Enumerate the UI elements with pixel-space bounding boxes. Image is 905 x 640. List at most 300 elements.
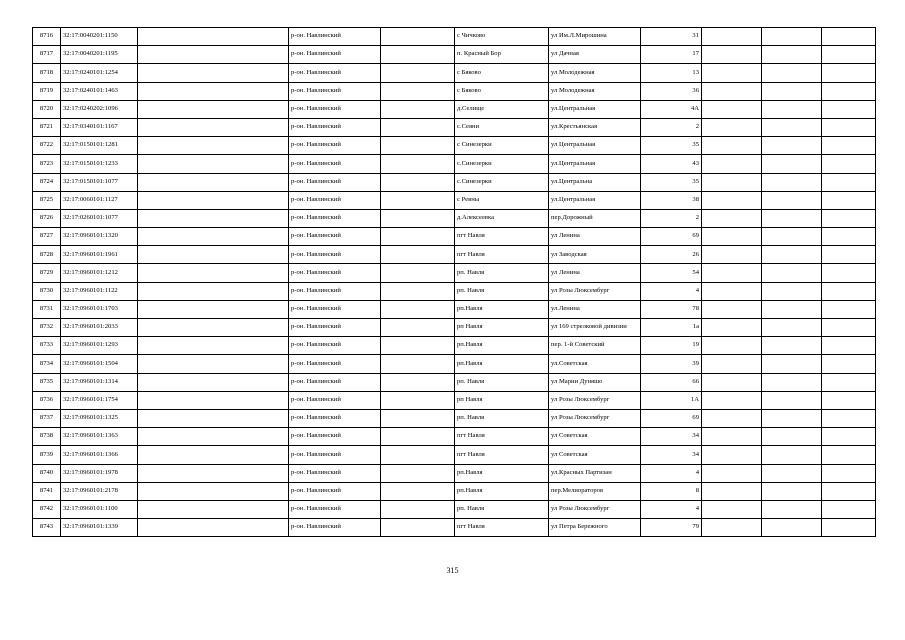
empty-cell-cell [138, 409, 289, 427]
house-number-cell: 36 [641, 82, 702, 100]
row-number-cell: 8721 [33, 118, 61, 136]
house-number-cell: 1А [641, 391, 702, 409]
row-number-cell: 8742 [33, 500, 61, 518]
row-number-cell: 8727 [33, 228, 61, 246]
empty-cell-cell [702, 28, 762, 46]
row-number-cell: 8743 [33, 519, 61, 537]
empty-cell-cell [138, 519, 289, 537]
settlement-cell: с Бяково [455, 82, 549, 100]
district-cell: р-он. Навлинский [289, 246, 381, 264]
table-row [33, 191, 876, 209]
cadastral-number-cell: 32:17:0240202:1096 [61, 100, 138, 118]
empty-cell-cell [762, 155, 822, 173]
settlement-cell: с.Синезерки [455, 155, 549, 173]
empty-cell-cell [381, 282, 455, 300]
street-cell: ул Молодежная [549, 82, 641, 100]
house-number-cell: 4А [641, 100, 702, 118]
cadastral-number-cell: 32:17:0960101:1703 [61, 300, 138, 318]
empty-cell-cell [138, 82, 289, 100]
settlement-cell: рп.Навля [455, 337, 549, 355]
empty-cell-cell [822, 264, 876, 282]
empty-cell-cell [138, 319, 289, 337]
empty-cell-cell [822, 519, 876, 537]
cadastral-number-cell: 32:17:0150101:1077 [61, 173, 138, 191]
row-number-cell: 8741 [33, 482, 61, 500]
empty-cell-cell [822, 464, 876, 482]
district-cell: р-он. Навлинский [289, 300, 381, 318]
row-number-cell: 8734 [33, 355, 61, 373]
house-number-cell: 43 [641, 155, 702, 173]
street-cell: ул Ленина [549, 264, 641, 282]
row-number-cell: 8729 [33, 264, 61, 282]
empty-cell-cell [138, 191, 289, 209]
empty-cell-cell [702, 209, 762, 227]
table-row [33, 28, 876, 46]
empty-cell-cell [381, 82, 455, 100]
house-number-cell: 78 [641, 300, 702, 318]
empty-cell-cell [702, 519, 762, 537]
district-cell: р-он. Навлинский [289, 82, 381, 100]
empty-cell-cell [138, 264, 289, 282]
empty-cell-cell [138, 373, 289, 391]
settlement-cell: рп Навля [455, 391, 549, 409]
house-number-cell: 2 [641, 118, 702, 136]
street-cell: ул Советская [549, 428, 641, 446]
district-cell: р-он. Навлинский [289, 355, 381, 373]
empty-cell-cell [762, 228, 822, 246]
street-cell: пер. 1-й Советский [549, 337, 641, 355]
empty-cell-cell [381, 373, 455, 391]
empty-cell-cell [138, 118, 289, 136]
row-number-cell: 8724 [33, 173, 61, 191]
empty-cell-cell [762, 482, 822, 500]
empty-cell-cell [381, 428, 455, 446]
empty-cell-cell [138, 464, 289, 482]
empty-cell-cell [138, 155, 289, 173]
street-cell: ул Розы Люксембург [549, 500, 641, 518]
street-cell: ул.Центральная [549, 191, 641, 209]
empty-cell-cell [702, 319, 762, 337]
settlement-cell: д.Алексеевка [455, 209, 549, 227]
table-row [33, 519, 876, 537]
empty-cell-cell [381, 155, 455, 173]
empty-cell-cell [381, 391, 455, 409]
empty-cell-cell [702, 282, 762, 300]
house-number-cell: 34 [641, 446, 702, 464]
empty-cell-cell [762, 500, 822, 518]
table-row [33, 446, 876, 464]
cadastral-number-cell: 32:17:0040201:1150 [61, 28, 138, 46]
street-cell: ул Петра Бережного [549, 519, 641, 537]
cadastral-number-cell: 32:17:0960101:1339 [61, 519, 138, 537]
settlement-cell: пгт Навля [455, 228, 549, 246]
cadastral-number-cell: 32:17:0960101:1293 [61, 337, 138, 355]
cadastral-number-cell: 32:17:0960101:1122 [61, 282, 138, 300]
table-row [33, 282, 876, 300]
table-row [33, 209, 876, 227]
table-row [33, 173, 876, 191]
empty-cell-cell [702, 191, 762, 209]
empty-cell-cell [702, 264, 762, 282]
empty-cell-cell [822, 46, 876, 64]
settlement-cell: п. Красный Бор [455, 46, 549, 64]
district-cell: р-он. Навлинский [289, 446, 381, 464]
row-number-cell: 8728 [33, 246, 61, 264]
district-cell: р-он. Навлинский [289, 373, 381, 391]
settlement-cell: пгт Навля [455, 246, 549, 264]
empty-cell-cell [381, 191, 455, 209]
street-cell: ул.Советская [549, 355, 641, 373]
row-number-cell: 8739 [33, 446, 61, 464]
cadastral-number-cell: 32:17:0960101:1325 [61, 409, 138, 427]
empty-cell-cell [822, 428, 876, 446]
empty-cell-cell [762, 391, 822, 409]
cadastral-number-cell: 32:17:0240101:1254 [61, 64, 138, 82]
empty-cell-cell [822, 28, 876, 46]
settlement-cell: рп Навля [455, 319, 549, 337]
empty-cell-cell [381, 464, 455, 482]
registry-table-body [33, 28, 876, 537]
cadastral-number-cell: 32:17:0960101:1366 [61, 446, 138, 464]
table-row [33, 300, 876, 318]
empty-cell-cell [702, 355, 762, 373]
empty-cell-cell [138, 28, 289, 46]
empty-cell-cell [702, 228, 762, 246]
empty-cell-cell [822, 246, 876, 264]
empty-cell-cell [822, 82, 876, 100]
empty-cell-cell [762, 337, 822, 355]
empty-cell-cell [702, 500, 762, 518]
house-number-cell: 17 [641, 46, 702, 64]
house-number-cell: 69 [641, 409, 702, 427]
street-cell: ул.Крестьянская [549, 118, 641, 136]
empty-cell-cell [702, 173, 762, 191]
street-cell: ул Марии Дуняшо [549, 373, 641, 391]
empty-cell-cell [381, 482, 455, 500]
empty-cell-cell [822, 391, 876, 409]
empty-cell-cell [138, 337, 289, 355]
cadastral-number-cell: 32:17:0150101:1281 [61, 137, 138, 155]
empty-cell-cell [762, 319, 822, 337]
cadastral-number-cell: 32:17:0340101:1167 [61, 118, 138, 136]
row-number-cell: 8723 [33, 155, 61, 173]
empty-cell-cell [822, 355, 876, 373]
empty-cell-cell [822, 173, 876, 191]
empty-cell-cell [702, 155, 762, 173]
settlement-cell: рп.Навля [455, 300, 549, 318]
street-cell: ул Им.Л.Мирошина [549, 28, 641, 46]
house-number-cell: 39 [641, 355, 702, 373]
house-number-cell: 38 [641, 191, 702, 209]
empty-cell-cell [822, 191, 876, 209]
settlement-cell: рп.Навля [455, 482, 549, 500]
district-cell: р-он. Навлинский [289, 100, 381, 118]
cadastral-number-cell: 32:17:0960101:1314 [61, 373, 138, 391]
house-number-cell: 19 [641, 337, 702, 355]
cadastral-number-cell: 32:17:0960101:1504 [61, 355, 138, 373]
row-number-cell: 8737 [33, 409, 61, 427]
district-cell: р-он. Навлинский [289, 519, 381, 537]
cadastral-number-cell: 32:17:0960101:1212 [61, 264, 138, 282]
row-number-cell: 8717 [33, 46, 61, 64]
district-cell: р-он. Навлинский [289, 228, 381, 246]
cadastral-number-cell: 32:17:0960101:1754 [61, 391, 138, 409]
empty-cell-cell [762, 82, 822, 100]
empty-cell-cell [138, 46, 289, 64]
table-row [33, 482, 876, 500]
empty-cell-cell [138, 300, 289, 318]
empty-cell-cell [822, 500, 876, 518]
empty-cell-cell [762, 264, 822, 282]
empty-cell-cell [762, 191, 822, 209]
cadastral-number-cell: 32:17:0060101:1127 [61, 191, 138, 209]
empty-cell-cell [702, 246, 762, 264]
settlement-cell: рп. Навля [455, 373, 549, 391]
house-number-cell: 69 [641, 228, 702, 246]
house-number-cell: 4 [641, 282, 702, 300]
cadastral-number-cell: 32:17:0960101:2178 [61, 482, 138, 500]
cadastral-number-cell: 32:17:0960101:1100 [61, 500, 138, 518]
table-row [33, 264, 876, 282]
empty-cell-cell [822, 209, 876, 227]
empty-cell-cell [138, 137, 289, 155]
row-number-cell: 8733 [33, 337, 61, 355]
empty-cell-cell [138, 228, 289, 246]
row-number-cell: 8726 [33, 209, 61, 227]
house-number-cell: 13 [641, 64, 702, 82]
district-cell: р-он. Навлинский [289, 28, 381, 46]
settlement-cell: рп. Навля [455, 264, 549, 282]
empty-cell-cell [702, 118, 762, 136]
empty-cell-cell [138, 482, 289, 500]
row-number-cell: 8738 [33, 428, 61, 446]
empty-cell-cell [762, 28, 822, 46]
empty-cell-cell [822, 282, 876, 300]
district-cell: р-он. Навлинский [289, 137, 381, 155]
cadastral-number-cell: 32:17:0960101:1961 [61, 246, 138, 264]
table-row [33, 391, 876, 409]
table-row [33, 100, 876, 118]
empty-cell-cell [381, 173, 455, 191]
empty-cell-cell [822, 319, 876, 337]
empty-cell-cell [381, 228, 455, 246]
row-number-cell: 8719 [33, 82, 61, 100]
settlement-cell: пгт Навля [455, 519, 549, 537]
district-cell: р-он. Навлинский [289, 155, 381, 173]
empty-cell-cell [762, 137, 822, 155]
empty-cell-cell [822, 482, 876, 500]
table-row [33, 137, 876, 155]
empty-cell-cell [762, 300, 822, 318]
settlement-cell: с.Сеяни [455, 118, 549, 136]
settlement-cell: рп.Навля [455, 464, 549, 482]
empty-cell-cell [381, 409, 455, 427]
street-cell: ул Центральная [549, 137, 641, 155]
table-row [33, 246, 876, 264]
street-cell: ул.Центральна [549, 173, 641, 191]
house-number-cell: 54 [641, 264, 702, 282]
district-cell: р-он. Навлинский [289, 118, 381, 136]
row-number-cell: 8735 [33, 373, 61, 391]
street-cell: ул Ленина [549, 228, 641, 246]
empty-cell-cell [822, 118, 876, 136]
row-number-cell: 8716 [33, 28, 61, 46]
empty-cell-cell [381, 500, 455, 518]
row-number-cell: 8722 [33, 137, 61, 155]
district-cell: р-он. Навлинский [289, 191, 381, 209]
empty-cell-cell [138, 391, 289, 409]
table-row [33, 46, 876, 64]
house-number-cell: 31 [641, 28, 702, 46]
empty-cell-cell [381, 137, 455, 155]
empty-cell-cell [762, 246, 822, 264]
empty-cell-cell [762, 464, 822, 482]
settlement-cell: рп. Навля [455, 282, 549, 300]
district-cell: р-он. Навлинский [289, 264, 381, 282]
empty-cell-cell [381, 46, 455, 64]
settlement-cell: пгт Навля [455, 446, 549, 464]
table-row [33, 155, 876, 173]
settlement-cell: рп.Навля [455, 355, 549, 373]
street-cell: пер.Дорожный [549, 209, 641, 227]
cadastral-number-cell: 32:17:0150101:1233 [61, 155, 138, 173]
settlement-cell: с Бяково [455, 64, 549, 82]
empty-cell-cell [822, 155, 876, 173]
table-row [33, 428, 876, 446]
empty-cell-cell [702, 373, 762, 391]
house-number-cell: 2 [641, 209, 702, 227]
house-number-cell: 8 [641, 482, 702, 500]
empty-cell-cell [702, 337, 762, 355]
cadastral-number-cell: 32:17:0960101:1363 [61, 428, 138, 446]
empty-cell-cell [762, 355, 822, 373]
house-number-cell: 35 [641, 173, 702, 191]
table-row [33, 409, 876, 427]
empty-cell-cell [138, 64, 289, 82]
empty-cell-cell [822, 337, 876, 355]
empty-cell-cell [138, 246, 289, 264]
empty-cell-cell [762, 100, 822, 118]
empty-cell-cell [381, 337, 455, 355]
street-cell: ул.Ленина [549, 300, 641, 318]
empty-cell-cell [762, 282, 822, 300]
empty-cell-cell [702, 46, 762, 64]
cadastral-number-cell: 32:17:0960101:1320 [61, 228, 138, 246]
empty-cell-cell [381, 319, 455, 337]
settlement-cell: рп. Навля [455, 500, 549, 518]
row-number-cell: 8718 [33, 64, 61, 82]
empty-cell-cell [822, 100, 876, 118]
table-row [33, 355, 876, 373]
street-cell: ул Розы Люксембург [549, 391, 641, 409]
empty-cell-cell [381, 355, 455, 373]
district-cell: р-он. Навлинский [289, 209, 381, 227]
empty-cell-cell [762, 409, 822, 427]
house-number-cell: 35 [641, 137, 702, 155]
cadastral-number-cell: 32:17:0960101:1978 [61, 464, 138, 482]
row-number-cell: 8725 [33, 191, 61, 209]
empty-cell-cell [381, 246, 455, 264]
empty-cell-cell [702, 82, 762, 100]
cadastral-number-cell: 32:17:0960101:2033 [61, 319, 138, 337]
house-number-cell: 79 [641, 519, 702, 537]
empty-cell-cell [822, 137, 876, 155]
empty-cell-cell [762, 46, 822, 64]
empty-cell-cell [702, 428, 762, 446]
empty-cell-cell [762, 446, 822, 464]
empty-cell-cell [702, 464, 762, 482]
district-cell: р-он. Навлинский [289, 337, 381, 355]
street-cell: ул 169 стрелковой дивизии [549, 319, 641, 337]
street-cell: ул Розы Люксембург [549, 409, 641, 427]
street-cell: ул Молодежная [549, 64, 641, 82]
district-cell: р-он. Навлинский [289, 428, 381, 446]
row-number-cell: 8730 [33, 282, 61, 300]
street-cell: ул Розы Люксембург [549, 282, 641, 300]
house-number-cell: 1а [641, 319, 702, 337]
empty-cell-cell [702, 300, 762, 318]
house-number-cell: 4 [641, 464, 702, 482]
empty-cell-cell [762, 118, 822, 136]
empty-cell-cell [702, 137, 762, 155]
district-cell: р-он. Навлинский [289, 464, 381, 482]
empty-cell-cell [138, 282, 289, 300]
row-number-cell: 8736 [33, 391, 61, 409]
empty-cell-cell [702, 409, 762, 427]
row-number-cell: 8732 [33, 319, 61, 337]
empty-cell-cell [702, 446, 762, 464]
district-cell: р-он. Навлинский [289, 391, 381, 409]
empty-cell-cell [762, 428, 822, 446]
table-row [33, 64, 876, 82]
row-number-cell: 8720 [33, 100, 61, 118]
house-number-cell: 26 [641, 246, 702, 264]
empty-cell-cell [381, 446, 455, 464]
district-cell: р-он. Навлинский [289, 500, 381, 518]
empty-cell-cell [762, 519, 822, 537]
table-row [33, 500, 876, 518]
empty-cell-cell [381, 300, 455, 318]
empty-cell-cell [381, 118, 455, 136]
table-row [33, 228, 876, 246]
cadastral-number-cell: 32:17:0240101:1463 [61, 82, 138, 100]
table-row [33, 82, 876, 100]
empty-cell-cell [138, 209, 289, 227]
settlement-cell: пгт Навля [455, 428, 549, 446]
empty-cell-cell [822, 373, 876, 391]
row-number-cell: 8740 [33, 464, 61, 482]
empty-cell-cell [822, 300, 876, 318]
district-cell: р-он. Навлинский [289, 64, 381, 82]
street-cell: ул.Центральная [549, 100, 641, 118]
table-row [33, 373, 876, 391]
settlement-cell: с Чичково [455, 28, 549, 46]
empty-cell-cell [822, 64, 876, 82]
empty-cell-cell [381, 264, 455, 282]
empty-cell-cell [381, 28, 455, 46]
settlement-cell: с.Синезерки [455, 173, 549, 191]
table-row [33, 319, 876, 337]
empty-cell-cell [822, 446, 876, 464]
house-number-cell: 34 [641, 428, 702, 446]
settlement-cell: с Синезерки [455, 137, 549, 155]
empty-cell-cell [381, 100, 455, 118]
empty-cell-cell [702, 100, 762, 118]
settlement-cell: д.Селище [455, 100, 549, 118]
empty-cell-cell [762, 373, 822, 391]
empty-cell-cell [702, 64, 762, 82]
house-number-cell: 66 [641, 373, 702, 391]
